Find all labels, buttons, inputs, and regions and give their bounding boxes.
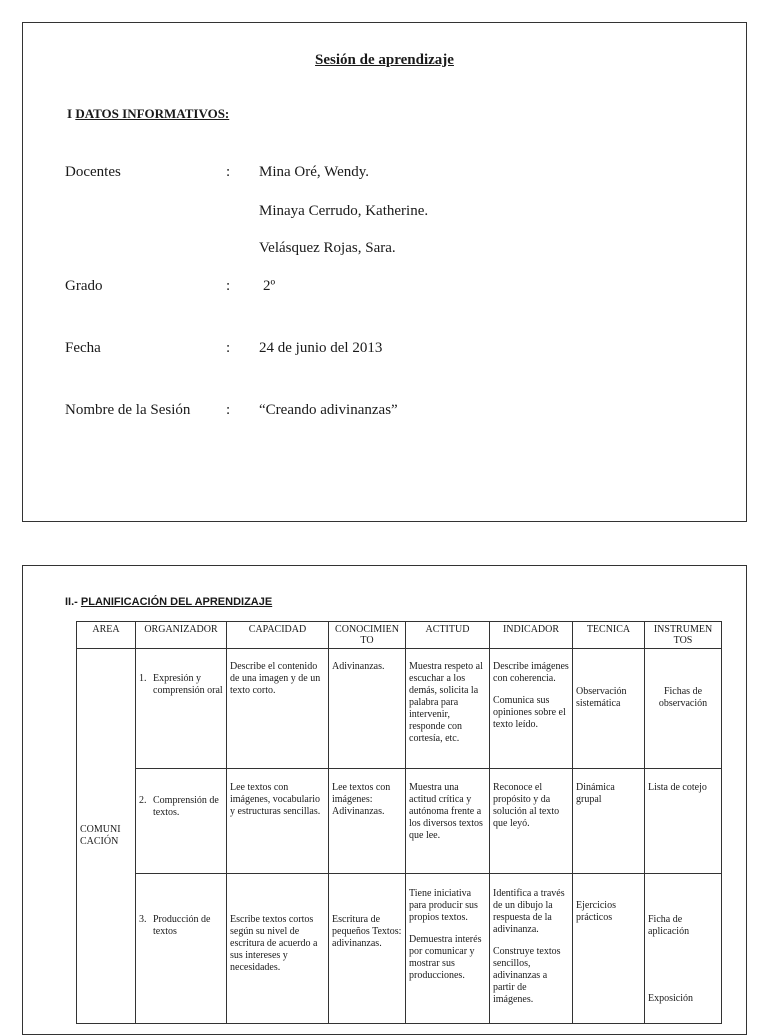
page-2 (22, 565, 747, 1035)
table-row (77, 874, 722, 1024)
conocimiento-cell: Lee textos con imágenes: Adivinanzas. (329, 769, 406, 874)
header-instrumentos: INSTRUMEN TOS (645, 622, 722, 649)
actitud-cell: Muestra una actitud crítica y autónoma frente a los diversos textos que lee. (406, 769, 490, 874)
docentes-label: Docentes (65, 164, 121, 180)
header-capacidad: CAPACIDAD (227, 622, 329, 649)
header-indicador: INDICADOR (490, 622, 573, 649)
section-title: PLANIFICACIÓN DEL APRENDIZAJE (80, 596, 273, 608)
indicador-cell: Reconoce el propósito y da solución al texto que leyó. (490, 769, 573, 874)
grado-label: Grado (65, 278, 103, 294)
instrumento-cell (645, 874, 722, 1024)
header-organizador: ORGANIZADOR (136, 622, 227, 649)
page-1 (22, 22, 747, 522)
table-row (77, 769, 722, 874)
section-number: II.- (65, 596, 78, 608)
grado-colon: : (226, 278, 231, 294)
header-area: AREA (77, 622, 136, 649)
organizador-cell (136, 769, 227, 874)
section-title: DATOS INFORMATIVOS: (75, 106, 230, 121)
fecha-value: 24 de junio del 2013 (259, 340, 383, 356)
indicador-cell (490, 874, 573, 1024)
planning-table (76, 621, 722, 1024)
capacidad-cell: Describe el contenido de una imagen y de un texto corto. (227, 649, 329, 769)
fecha-label: Fecha (65, 340, 101, 356)
actitud-text-1: Tiene iniciativa para producir sus propios textos. (409, 888, 478, 923)
indicador-text-1: Describe imágenes con coherencia. (493, 661, 569, 684)
capacidad-cell: Escribe textos cortos según su nivel de escritura de acuerdo a sus intereses y necesidades. (227, 874, 329, 1024)
indicador-text-1: Identifica a través de un dibujo la respuesta de la adivinanza. (493, 888, 565, 935)
conocimiento-cell: Escritura de pequeños Textos: adivinanzas. (329, 874, 406, 1024)
table-row (77, 649, 722, 769)
sesion-colon: : (226, 402, 231, 418)
organizador-cell (136, 874, 227, 1024)
row-number: 1. (139, 673, 147, 684)
capacidad-cell: Lee textos con imágenes, vocabulario y estructuras sencillas. (227, 769, 329, 874)
organizador-cell (136, 649, 227, 769)
tecnica-cell: Ejercicios prácticos (573, 874, 645, 1024)
organizador-text: Comprensión de textos. (153, 795, 219, 818)
docente-1: Mina Oré, Wendy. (259, 164, 370, 180)
sesion-value: “Creando adivinanzas” (259, 402, 398, 418)
header-actitud: ACTITUD (406, 622, 490, 649)
indicador-cell (490, 649, 573, 769)
docentes-colon: : (226, 164, 231, 180)
actitud-cell: Muestra respeto al escuchar a los demás, solicita la palabra para intervenir, responde con cortesía, etc. (406, 649, 490, 769)
actitud-text-2: Demuestra interés por comunicar y mostrar sus producciones. (409, 934, 482, 981)
page-title: Sesión de aprendizaje (315, 52, 454, 68)
section-number: I (67, 106, 73, 121)
tecnica-cell: Dinámica grupal (573, 769, 645, 874)
indicador-text-2: Construye textos sencillos, adivinanzas a partir de imágenes. (493, 946, 561, 1005)
table-header-row (77, 622, 722, 649)
instrumento-text-1: Ficha de aplicación (648, 914, 690, 937)
row-number: 2. (139, 795, 147, 806)
actitud-cell (406, 874, 490, 1024)
tecnica-cell: Observación sistemática (573, 649, 645, 769)
area-cell: COMUNI CACIÓN (77, 649, 136, 1024)
instrumento-cell: Lista de cotejo (645, 769, 722, 874)
docente-2: Minaya Cerrudo, Katherine. (259, 203, 429, 219)
instrumento-text-2: Exposición (648, 993, 693, 1004)
grado-value: 2º (263, 278, 276, 294)
instrumento-cell: Fichas de observación (645, 649, 722, 769)
section-heading-2 (65, 596, 272, 608)
header-tecnica: TECNICA (573, 622, 645, 649)
section-heading-1 (67, 106, 229, 122)
docente-3: Velásquez Rojas, Sara. (259, 240, 396, 256)
header-conocimiento: CONOCIMIEN TO (329, 622, 406, 649)
conocimiento-cell: Adivinanzas. (329, 649, 406, 769)
fecha-colon: : (226, 340, 231, 356)
row-number: 3. (139, 914, 147, 925)
indicador-text-2: Comunica sus opiniones sobre el texto leído. (493, 695, 566, 730)
organizador-text: Expresión y comprensión oral (153, 673, 223, 696)
organizador-text: Producción de textos (153, 914, 211, 937)
sesion-label: Nombre de la Sesión (65, 402, 191, 418)
